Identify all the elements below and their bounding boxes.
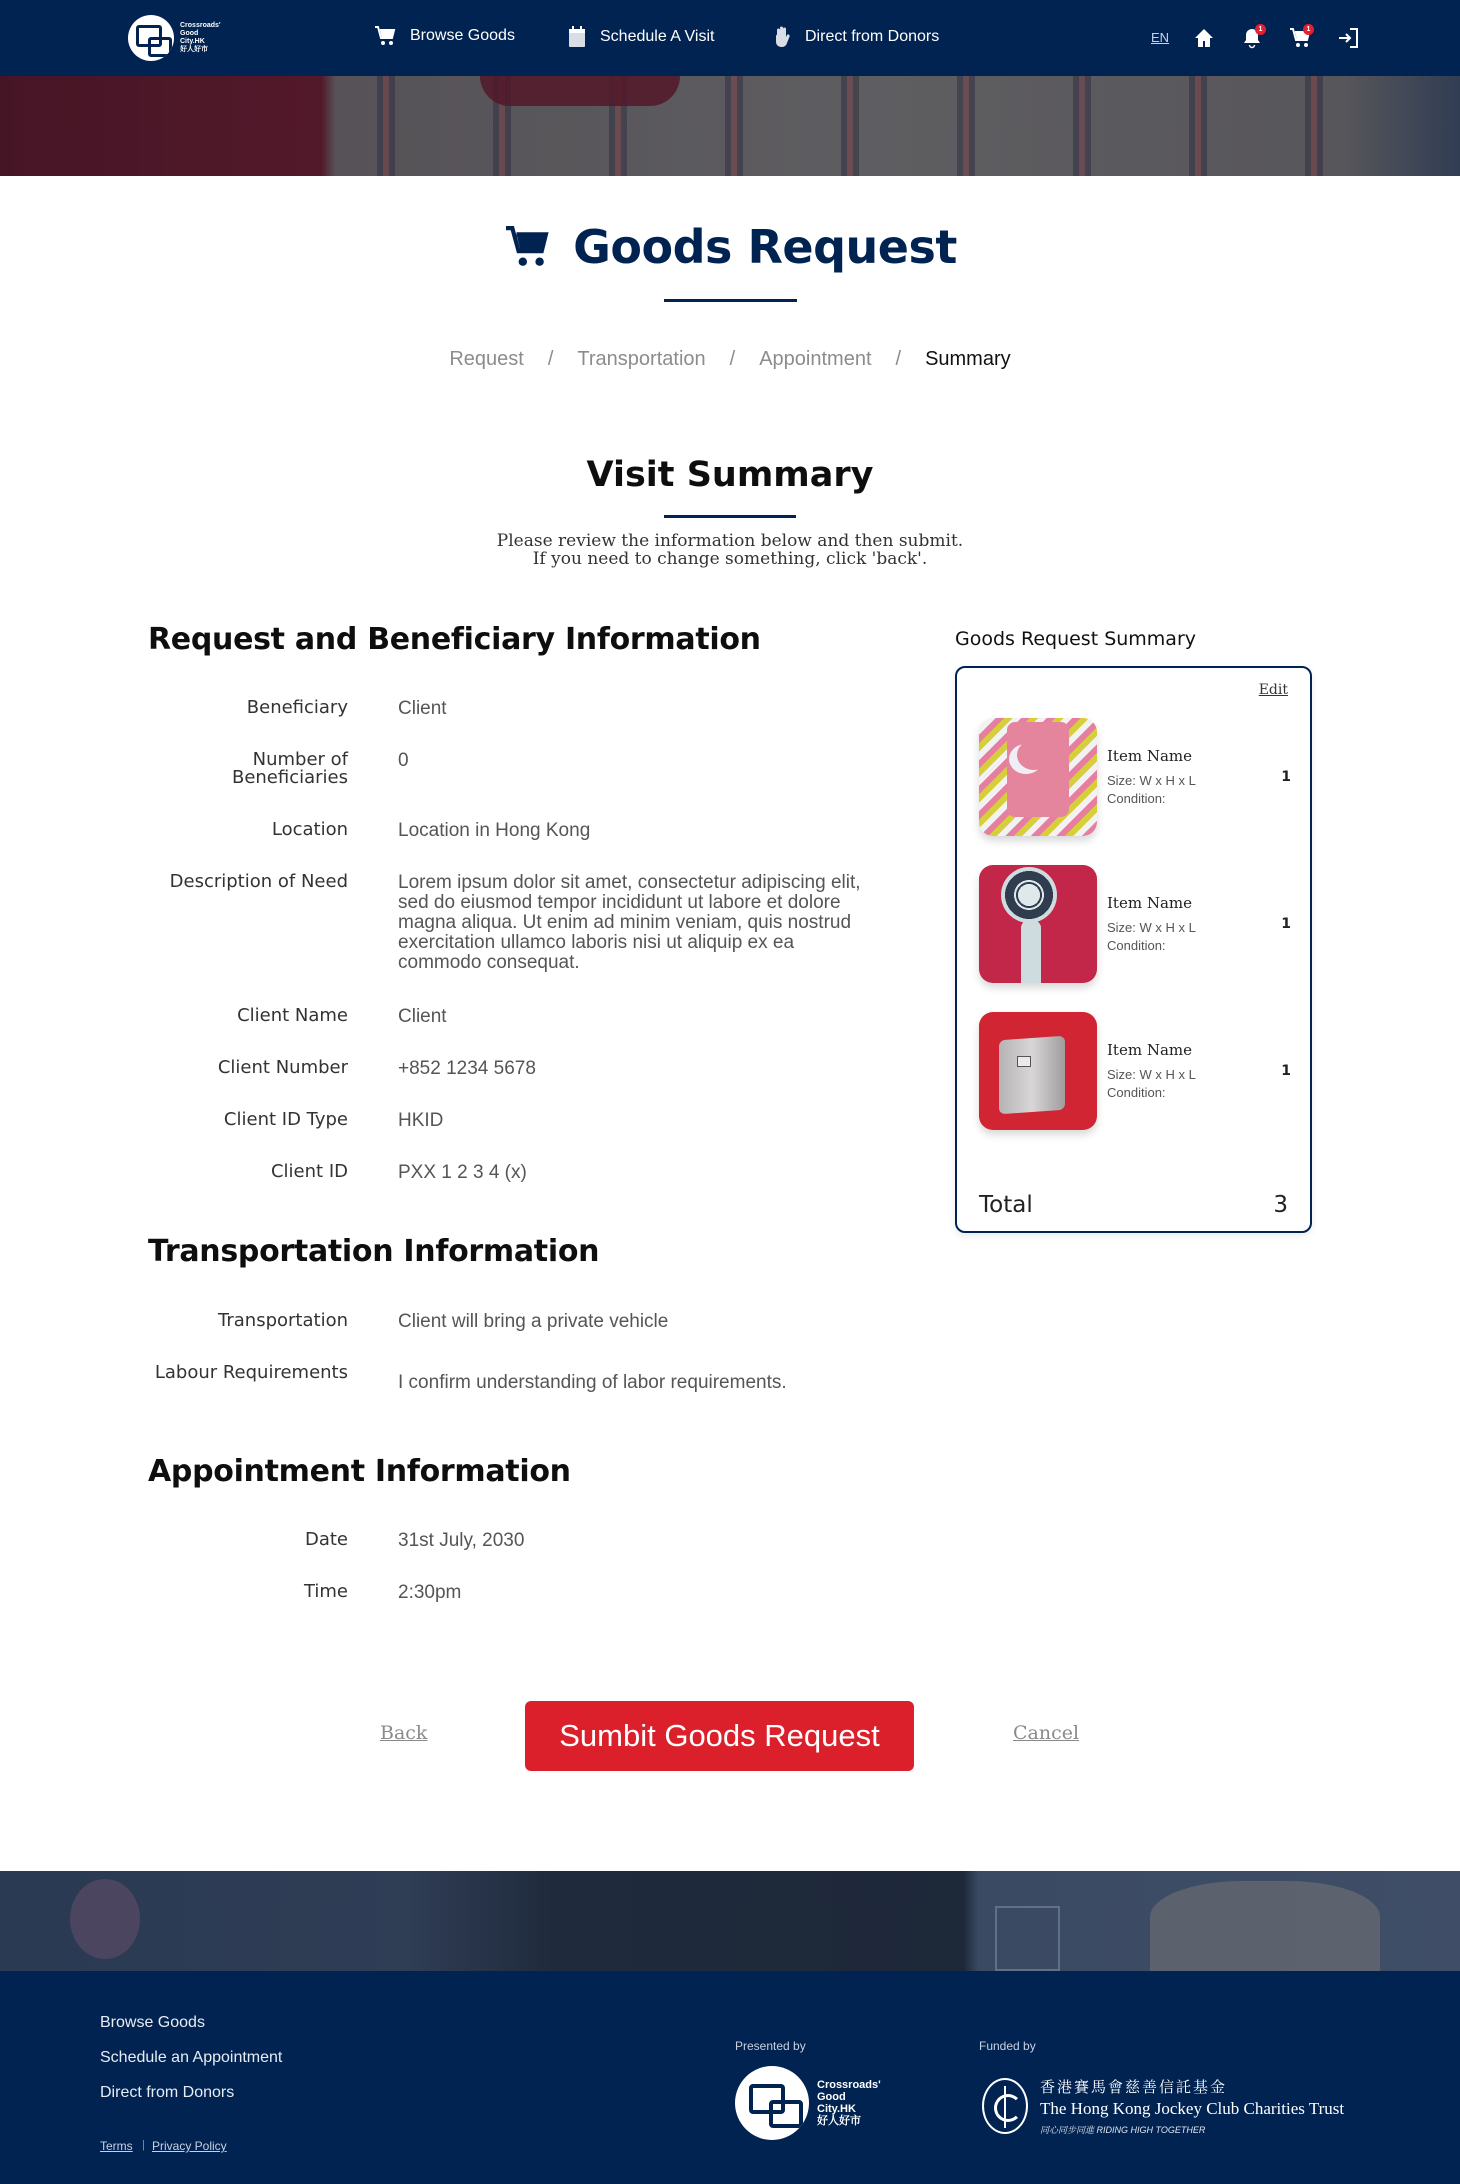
hkjc-english-name: The Hong Kong Jockey Club Charities Trust: [1040, 2099, 1345, 2118]
visit-summary-heading: Visit Summary: [586, 455, 874, 495]
page-title: [0, 220, 1460, 274]
summary-item: [979, 1012, 1291, 1130]
logo-line: 好人好市: [180, 46, 208, 53]
breadcrumb: [0, 348, 1460, 371]
crossroads-footer-logo-text: [817, 2079, 881, 2127]
hkjc-emblem-icon: [982, 2078, 1028, 2134]
logo-line: Good: [180, 30, 199, 37]
item-info: [1107, 747, 1271, 808]
breadcrumb-separator: /: [895, 348, 902, 370]
item-condition: Condition:: [1107, 1084, 1166, 1100]
visit-summary-underline: [664, 515, 796, 518]
logo-line: City.HK: [817, 2103, 856, 2115]
total-label: Total: [979, 1192, 1033, 1218]
crossroads-footer-logo[interactable]: [735, 2066, 881, 2140]
field-label: Client ID Type: [223, 1109, 348, 1130]
crossroads-logo-mark-icon: [735, 2066, 809, 2140]
cart-button[interactable]: [1284, 22, 1316, 54]
row-client-number: [148, 1059, 868, 1079]
row-location: [148, 821, 868, 841]
summary-item: [979, 865, 1291, 983]
breadcrumb-request[interactable]: Request: [449, 348, 524, 370]
banner-overlay: [0, 76, 1460, 176]
nav-browse-goods[interactable]: [374, 26, 515, 46]
breadcrumb-separator: /: [547, 348, 554, 370]
appointment-info-heading: Appointment Information: [148, 1454, 571, 1489]
sign-in-icon: [1337, 27, 1359, 49]
submit-goods-request-button[interactable]: Sumbit Goods Request: [525, 1701, 914, 1771]
footer-image-shape: [70, 1879, 140, 1959]
item-name: Item Name: [1107, 746, 1192, 765]
field-label: Transportation: [218, 1310, 348, 1331]
field-label: Number of Beneficiaries: [231, 749, 348, 788]
crossroads-logo-text: [180, 22, 221, 54]
hkjc-chinese-name: 香港賽馬會慈善信託基金: [1040, 2078, 1228, 2096]
hand-icon: [773, 26, 791, 48]
footer-divider: |: [142, 2139, 145, 2151]
login-button[interactable]: [1332, 22, 1364, 54]
field-value: Client will bring a private vehicle: [398, 1311, 669, 1332]
row-labour-requirements: [148, 1364, 868, 1393]
logo-line: 好人好市: [817, 2115, 861, 2127]
field-value: Client: [398, 698, 447, 719]
presented-by-label: Presented by: [735, 2039, 806, 2053]
footer-link-schedule-appointment[interactable]: Schedule an Appointment: [100, 2049, 283, 2066]
item-info: [1107, 1041, 1271, 1102]
hkjc-logo-text: [1040, 2076, 1344, 2136]
goods-summary-card: [955, 666, 1312, 1233]
field-label: Client Name: [237, 1005, 348, 1026]
field-value: HKID: [398, 1110, 444, 1131]
item-thumbnail: [979, 718, 1097, 836]
item-size: Size: W x H x L: [1107, 919, 1196, 935]
language-switch[interactable]: EN: [1151, 30, 1170, 45]
row-description-of-need: [148, 873, 868, 973]
crossroads-logo[interactable]: [128, 13, 228, 63]
breadcrumb-appointment[interactable]: Appointment: [759, 348, 872, 370]
logo-line: Good: [817, 2091, 846, 2103]
item-condition: Condition:: [1107, 937, 1166, 953]
item-info: [1107, 894, 1271, 955]
field-label: Labour Requirements: [154, 1362, 348, 1383]
item-thumbnail: [979, 865, 1097, 983]
privacy-policy-link[interactable]: Privacy Policy: [152, 2139, 227, 2153]
item-quantity: 1: [1281, 916, 1291, 932]
logo-line: Crossroads': [180, 22, 221, 29]
cart-icon: [503, 226, 551, 268]
logo-line: City.HK: [180, 38, 205, 45]
item-quantity: 1: [1281, 769, 1291, 785]
instructions-line: Please review the information below and then submit.: [496, 531, 964, 551]
footer-link-direct-from-donors[interactable]: Direct from Donors: [100, 2084, 235, 2101]
funded-by-label: Funded by: [979, 2039, 1036, 2053]
back-button[interactable]: Back: [380, 1722, 428, 1744]
row-client-id-type: [148, 1111, 868, 1131]
notifications-badge: 1: [1255, 24, 1266, 35]
nav-label: Browse Goods: [410, 27, 515, 44]
field-value: +852 1234 5678: [398, 1058, 536, 1079]
total-value: 3: [1273, 1192, 1288, 1218]
hero-banner-image: [0, 76, 1460, 176]
notifications-button[interactable]: [1236, 22, 1268, 54]
field-label: Client Number: [217, 1057, 348, 1078]
hkjc-tagline: 同心同步同進 RIDING HIGH TOGETHER: [1040, 2125, 1206, 2135]
breadcrumb-separator: /: [729, 348, 736, 370]
field-value: PXX 1 2 3 4 (x): [398, 1162, 527, 1183]
field-label: Beneficiary: [246, 697, 348, 718]
row-date: [148, 1531, 868, 1551]
nav-schedule-visit[interactable]: [568, 26, 714, 48]
cart-icon: [374, 26, 396, 46]
field-label: Date: [304, 1529, 348, 1550]
crossroads-logo-mark-icon: [128, 15, 174, 61]
transport-info-heading: Transportation Information: [148, 1234, 600, 1269]
item-name: Item Name: [1107, 893, 1192, 912]
footer-image-shape: [995, 1906, 1060, 1971]
nav-label: Schedule A Visit: [600, 28, 715, 45]
nav-label: Direct from Donors: [805, 28, 940, 45]
item-size: Size: W x H x L: [1107, 772, 1196, 788]
summary-item: [979, 718, 1291, 836]
field-value: 31st July, 2030: [398, 1530, 525, 1551]
cancel-button[interactable]: Cancel: [1013, 1722, 1080, 1744]
hkjc-charities-trust-logo[interactable]: [982, 2076, 1344, 2136]
title-underline: [664, 299, 797, 302]
field-value: Lorem ipsum dolor sit amet, consectetur adipiscing elit, sed do eiusmod tempor incididunt ut labore et dolore magna aliqua. Ut enim ad minim veniam, quis nostrud exercitation ullamco laboris nisi ut aliquip ex ea commodo consequat.: [398, 872, 861, 973]
row-number-of-beneficiaries: [148, 751, 868, 787]
field-value: Location in Hong Kong: [398, 820, 591, 841]
row-transportation: [148, 1312, 868, 1332]
calendar-icon: [568, 26, 586, 48]
footer-image-shape: [1150, 1881, 1380, 1971]
nav-direct-from-donors[interactable]: [773, 26, 939, 48]
field-value: Client: [398, 1006, 447, 1027]
item-quantity: 1: [1281, 1063, 1291, 1079]
footer-banner-image: [0, 1871, 1460, 1971]
terms-link[interactable]: Terms: [100, 2139, 133, 2153]
row-client-name: [148, 1007, 868, 1027]
breadcrumb-summary: Summary: [925, 348, 1011, 370]
field-label: Description of Need: [169, 871, 348, 892]
footer-link-browse-goods[interactable]: Browse Goods: [100, 2014, 205, 2031]
goods-summary-title: Goods Request Summary: [955, 628, 1197, 650]
field-label: Client ID: [270, 1161, 348, 1182]
breadcrumb-transportation[interactable]: Transportation: [577, 348, 706, 370]
row-client-id: [148, 1163, 868, 1183]
field-value: I confirm understanding of labor requirements.: [398, 1372, 787, 1393]
top-nav-bar: [0, 0, 1460, 76]
row-beneficiary: [148, 699, 868, 719]
item-name: Item Name: [1107, 1040, 1192, 1059]
instructions-text: [0, 532, 1460, 568]
field-value: 2:30pm: [398, 1582, 462, 1603]
home-icon: [1193, 27, 1215, 49]
summary-total: [979, 1192, 1288, 1218]
item-condition: Condition:: [1107, 790, 1166, 806]
field-value: 0: [398, 750, 409, 771]
request-info-heading: Request and Beneficiary Information: [148, 622, 761, 657]
item-size: Size: W x H x L: [1107, 1066, 1196, 1082]
page-title-text: Goods Request: [573, 220, 957, 274]
cart-badge: 1: [1303, 24, 1314, 35]
instructions-line: If you need to change something, click 'back'.: [532, 549, 928, 569]
field-label: Location: [271, 819, 348, 840]
row-time: [148, 1583, 868, 1603]
field-label: Time: [303, 1581, 348, 1602]
logo-line: Crossroads': [817, 2079, 881, 2091]
item-thumbnail: [979, 1012, 1097, 1130]
home-button[interactable]: [1188, 22, 1220, 54]
edit-goods-link[interactable]: Edit: [1258, 682, 1288, 698]
